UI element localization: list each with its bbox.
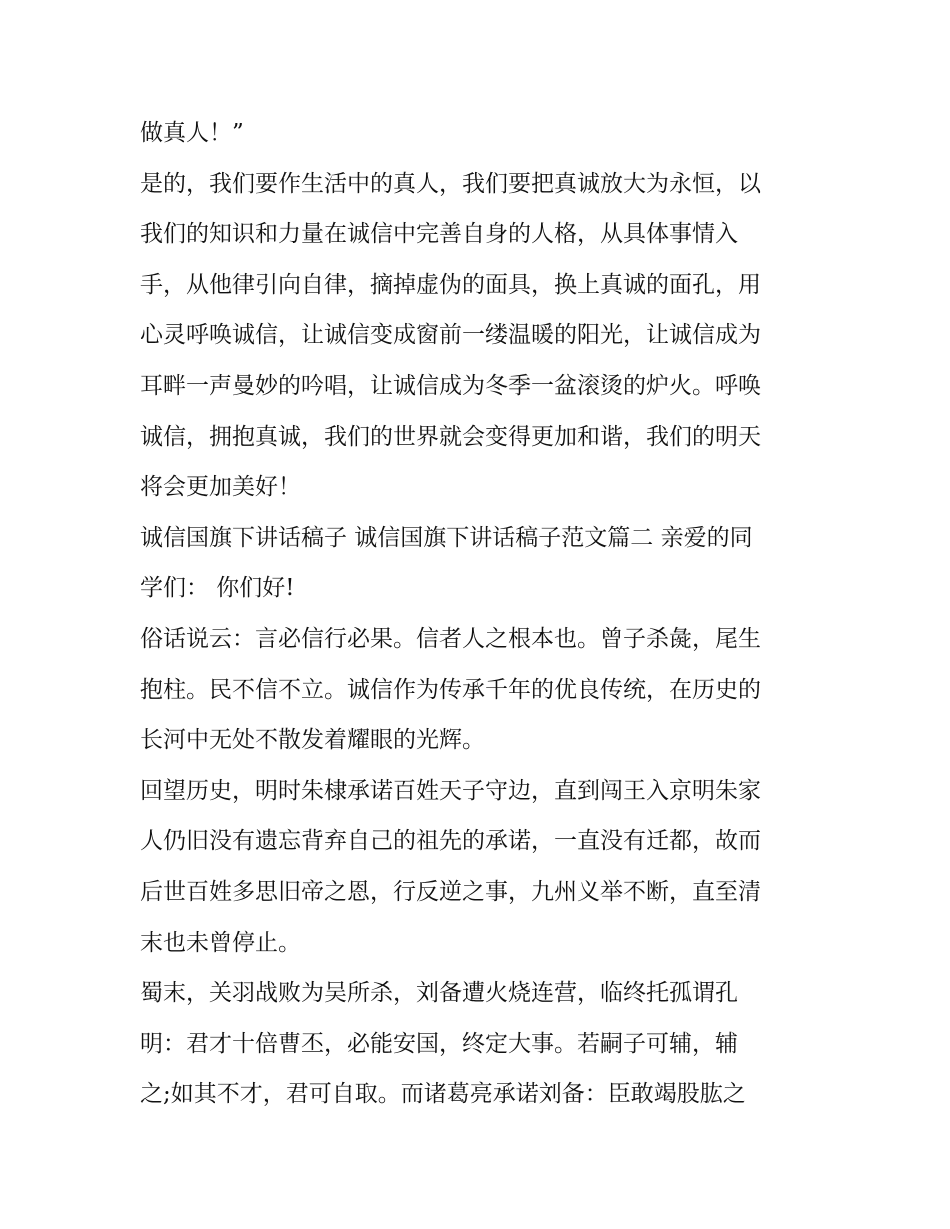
document-body	[140, 108, 820, 1120]
text-line: 耳畔一声曼妙的吟唱，让诚信成为冬季一盆滚烫的炉火。呼唤	[140, 372, 761, 399]
text-line: 末也未曾停止。	[140, 929, 301, 956]
text-line: 蜀末，关羽战败为吴所杀，刘备遭火烧连营，临终托孤谓孔	[140, 980, 738, 1007]
text-line: 回望历史，明时朱棣承诺百姓天子守边，直到闯王入京明朱家	[140, 777, 761, 804]
text-line: 心灵呼唤诚信，让诚信变成窗前一缕温暖的阳光，让诚信成为	[140, 322, 761, 349]
text-line: 将会更加美好！	[140, 474, 301, 501]
text-line: 我们的知识和力量在诚信中完善自身的人格，从具体事情入	[140, 221, 738, 248]
section-heading-line: 诚信国旗下讲话稿子 诚信国旗下讲话稿子范文篇二 亲爱的同	[140, 524, 753, 551]
text-line: 长河中无处不散发着耀眼的光辉。	[140, 727, 485, 754]
text-line: 后世百姓多思旧帝之恩，行反逆之事，九州义举不断，直至清	[140, 878, 761, 905]
text-line: 做真人！”	[140, 120, 244, 146]
text-line: 俗话说云：言必信行必果。信者人之根本也。曾子杀彘，尾生	[140, 625, 761, 652]
text-line: 手，从他律引向自律，摘掉虚伪的面具，换上真诚的面孔，用	[140, 271, 761, 298]
text-line: 是的，我们要作生活中的真人，我们要把真诚放大为永恒，以	[140, 170, 761, 197]
text-line: 抱柱。民不信不立。诚信作为传承千年的优良传统，在历史的	[140, 676, 761, 703]
text-line: 诚信，拥抱真诚，我们的世界就会变得更加和谐，我们的明天	[140, 423, 761, 450]
text-line: 之;如其不才，君可自取。而诸葛亮承诺刘备：臣敢竭股肱之	[140, 1081, 746, 1108]
greeting-line: 学们： 你们好!	[140, 575, 295, 602]
text-line: 明：君才十倍曹丕，必能安国，终定大事。若嗣子可辅，辅	[140, 1030, 738, 1057]
text-line: 人仍旧没有遗忘背弃自己的祖先的承诺，一直没有迁都，故而	[140, 828, 761, 855]
